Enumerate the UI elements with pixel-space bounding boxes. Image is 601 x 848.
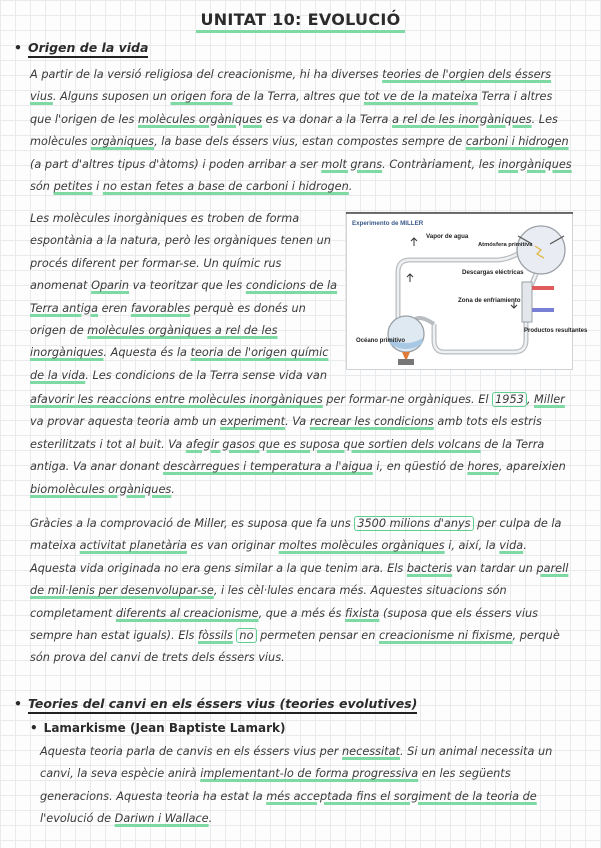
text-run: . <box>171 482 175 496</box>
section-heading-origin: • Origen de la vida <box>14 40 148 55</box>
highlighted-text: diferents al creacionisme <box>115 606 259 620</box>
highlighted-text: Miller <box>534 393 565 406</box>
highlighted-text: experiment <box>220 415 286 429</box>
highlighted-text: condicions de la Terra antiga <box>30 279 338 315</box>
page-title: UNITAT 10: EVOLUCIÓ <box>0 10 601 29</box>
highlighted-text: orgàniques <box>90 135 155 149</box>
text-run: . Aquesta és la <box>103 346 191 360</box>
text-run: van tardar un <box>452 561 537 575</box>
highlighted-text: no estan fetes a base de carboni i hidrogen <box>102 180 349 194</box>
highlighted-text: inorgàniques <box>498 157 572 171</box>
boxed-text: 3500 milions d'anys <box>354 516 473 531</box>
text-run: va provar aquesta teoria amb un <box>30 415 220 429</box>
label-oceano: Océano primitivo <box>356 338 406 344</box>
text-run: i, així, la <box>444 539 500 553</box>
text-run: Les molècules inorgàniques es troben de forma espontània a la natura, però les orgàniques tenen un procés diferent per formar-se. Un químic rus anomenat <box>30 212 331 293</box>
highlighted-text: molt grans <box>321 157 383 171</box>
text-run: . Si un animal necessita un canvi, la seva espècie anirà <box>40 745 553 781</box>
text-run: l'evolució de <box>40 812 115 826</box>
text-run: , la base dels éssers vius, estan compostes sempre de <box>154 135 466 149</box>
highlighted-text: teoria de l'origen químic de la vida <box>30 346 329 382</box>
text-run: Gràcies a la comprovació de Miller, es suposa que fa uns <box>30 517 355 530</box>
text-run: són <box>30 180 54 194</box>
text-run: de la Terra, altres que <box>232 90 364 104</box>
text-run: , que a més és <box>258 606 345 620</box>
label-descargas: Descargas eléctricas <box>462 269 524 276</box>
text-run: . Va <box>285 415 310 429</box>
label-enfriamiento: Zona de enfriamiento <box>458 297 521 304</box>
text-run: es va donar a la Terra <box>262 112 393 126</box>
text-run: i, en qüestió de <box>372 460 468 474</box>
text-run: va teoritzar que les <box>129 279 246 293</box>
highlighted-text: afegir gasos que es suposa que sortien dels volcans <box>185 437 481 451</box>
highlighted-text: fòssils <box>198 629 233 643</box>
highlighted-text: més acceptada fins el sorgiment de la teoria de <box>266 789 537 803</box>
text-run: , apareixien <box>498 460 566 474</box>
highlighted-text: molècules orgàniques a rel de les inorgàniques <box>30 324 278 360</box>
highlighted-text: Oparin <box>91 279 129 293</box>
text-run: en les següents generacions. Aquesta teoria ha estat la <box>40 767 511 803</box>
highlighted-text: hores <box>467 460 499 474</box>
text-run: A partir de la versió religiosa del creacionisme, hi ha diverses <box>30 68 383 81</box>
text-run: . Les condicions de la Terra sense vida van <box>85 368 328 382</box>
text-run: i <box>92 180 103 194</box>
highlighted-text: favorables <box>130 301 191 315</box>
highlighted-text: descàrregues i temperatura a l'aigua <box>163 460 373 474</box>
highlighted-text: petites <box>53 180 93 194</box>
paragraph-lamarkism <box>40 741 572 831</box>
text-run: (a part d'altres tipus d'àtoms) i poden arribar a ser <box>30 157 322 171</box>
highlighted-text: recrear les condicions <box>309 415 434 429</box>
label-atmosfera: Atmósfera primitiva <box>478 242 533 248</box>
highlighted-text: fixista <box>345 606 380 620</box>
boxed-text: no <box>236 628 256 643</box>
paragraph-life-origin <box>30 513 572 670</box>
text-run: . <box>208 812 213 826</box>
highlighted-text: biomolècules orgàniques <box>30 482 172 496</box>
highlighted-text: tot ve de la mateixa <box>363 90 478 104</box>
paragraph-miller <box>30 389 572 501</box>
highlighted-text: teories de l'orgien dels éssers vius <box>30 68 552 104</box>
highlighted-text: necessitat <box>342 745 400 758</box>
text-run: de la Terra antiga. Va anar donant <box>30 437 545 474</box>
highlighted-text: parell de mil·lenis per desenvolupar-se <box>30 561 569 598</box>
text-run: per formar-ne orgàniques. El <box>322 393 493 406</box>
highlighted-text: origen fora <box>170 90 233 104</box>
highlighted-text: Dariwn i Wallace <box>114 812 209 826</box>
text-run: eren <box>98 301 131 315</box>
paragraph-oparin <box>30 208 340 387</box>
section-heading-theories: • Teories del canvi en els éssers vius (teories evolutives) <box>14 696 417 711</box>
highlighted-text: a rel de les inorgàniques <box>392 112 532 126</box>
highlighted-text: moltes molècules orgàniques <box>278 539 445 553</box>
text-run: Terra i altres que l'origen de les <box>30 90 553 126</box>
highlighted-text: afavorir les reaccions entre molècules inorgàniques <box>30 393 323 406</box>
label-productos: Productos resultantes <box>524 328 588 334</box>
text-run: Aquesta teoria parla de canvis en els éssers vius per <box>40 745 342 758</box>
highlighted-text: carboni i hidrogen <box>465 135 569 149</box>
boxed-text: 1953 <box>492 392 527 407</box>
highlighted-text: bacteris <box>406 561 453 575</box>
text-run: . Les molècules <box>30 112 558 149</box>
text-run: amb tots els estris esterilitzats i tot al buit. Va <box>30 415 542 451</box>
text-run: . Aquesta vida originada no era gens similar a la que tenim ara. Els <box>30 539 527 575</box>
text-run: perquè es donés un origen de <box>30 301 306 338</box>
highlighted-text: vida <box>499 539 524 553</box>
label-experiment: Experimento de MILLER <box>352 220 424 227</box>
text-run: per culpa de la mateixa <box>30 517 562 553</box>
text-run: , <box>526 393 535 406</box>
highlighted-text: activitat planetària <box>79 539 187 553</box>
paragraph-origin-intro <box>30 64 572 198</box>
text-run: es van originar <box>186 539 279 553</box>
text-run: (suposa que els éssers vius sempre han estat iguals). Els <box>30 606 539 643</box>
text-run: . Alguns suposen un <box>52 90 171 104</box>
text-run: , perquè són prova del canvi de trets dels éssers vius. <box>30 629 560 665</box>
miller-experiment-diagram <box>346 212 588 370</box>
text-run: . Contràriament, les <box>382 157 499 171</box>
highlighted-text: creacionisme ni fixisme <box>378 629 513 643</box>
text-run: , i les cèl·lules encara més. Aquestes situacions són completament <box>30 584 507 620</box>
text-run: permeten pensar en <box>256 629 379 643</box>
subheading-lamarkism: • Lamarkisme (Jean Baptiste Lamark) <box>30 721 286 735</box>
label-vapor: Vapor de agua <box>426 233 469 240</box>
highlighted-text: implementant-lo de forma progressiva <box>200 767 419 781</box>
text-run: . <box>348 180 353 194</box>
highlighted-text: molècules orgàniques <box>137 112 263 126</box>
